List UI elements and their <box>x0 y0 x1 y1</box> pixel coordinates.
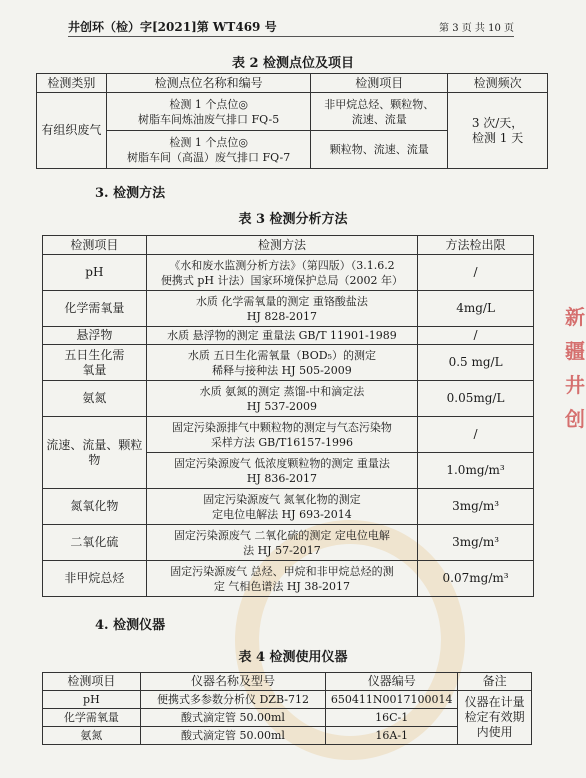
table3-limit: 0.05mg/L <box>418 381 534 417</box>
cell-line: 树脂车间炼油废气排口 FQ-5 <box>138 112 280 126</box>
table3-method <box>146 489 417 525</box>
cell-line: 检测 1 个点位◎ <box>169 97 248 111</box>
cell-line: 水质 悬浮物的测定 重量法 GB/T 11901-1989 <box>167 329 397 342</box>
table3-item <box>43 525 147 561</box>
table4-row <box>43 691 532 709</box>
table4-header: 仪器名称及型号 <box>140 673 326 691</box>
table4-item: 氨氮 <box>43 727 141 745</box>
table3-item <box>43 417 147 489</box>
cell-line: 法 HJ 57-2017 <box>243 543 321 557</box>
table4-header: 检测项目 <box>43 673 141 691</box>
table3-method <box>146 381 417 417</box>
table2-sampling-points <box>36 73 548 169</box>
cell-line: 便携式 pH 计法）国家环境保护总局（2002 年） <box>160 273 403 287</box>
cell-line: 非甲烷总烃 <box>64 571 125 585</box>
cell-line: 非甲烷总烃、颗粒物、 <box>324 97 435 111</box>
cell-line: 定 气相色谱法 HJ 38-2017 <box>213 579 351 593</box>
cell-line: 固定污染源废气 总烃、甲烷和非甲烷总烃的测 <box>170 564 394 578</box>
table3-limit: 1.0mg/m³ <box>418 453 534 489</box>
cell-line: 固定污染源废气 氮氧化物的测定 <box>203 492 361 506</box>
table2-items <box>311 93 448 131</box>
stamp-char: 新 <box>565 305 585 329</box>
table4-no: 16C-1 <box>326 709 458 727</box>
table3-method <box>146 327 417 345</box>
table3-analysis-methods <box>42 235 534 597</box>
table3-item <box>43 345 147 381</box>
cell-line: 氨氮 <box>82 391 107 405</box>
table3-header: 检测方法 <box>146 236 417 255</box>
cell-line: 内使用 <box>476 725 513 739</box>
table4-name: 酸式滴定管 50.00ml <box>140 727 326 745</box>
cell-line: 悬浮物 <box>76 328 113 342</box>
table3-item <box>43 381 147 417</box>
table3-method <box>146 561 417 597</box>
table3-limit: / <box>418 417 534 453</box>
table2-header: 检测频次 <box>448 74 548 93</box>
table4-item: pH <box>43 691 141 709</box>
table4-instruments <box>42 672 532 745</box>
table3-row <box>43 489 534 525</box>
table4-name: 酸式滴定管 50.00ml <box>140 709 326 727</box>
red-seal-stamp <box>564 300 586 490</box>
stamp-char: 创 <box>565 407 585 431</box>
cell-line: 定电位电解法 HJ 693-2014 <box>212 507 352 521</box>
table3-method <box>146 417 417 453</box>
table3-header: 方法检出限 <box>418 236 534 255</box>
table3-method <box>146 291 417 327</box>
table3-row <box>43 255 534 291</box>
cell-line: 树脂车间（高温）废气排口 FQ-7 <box>127 150 291 164</box>
cell-line: HJ 537-2009 <box>246 399 318 413</box>
table3-row <box>43 345 534 381</box>
table4-no: 650411N0017100014 <box>326 691 458 709</box>
cell-line: 稀释与接种法 HJ 505-2009 <box>212 363 352 377</box>
cell-line: 氮氧化物 <box>70 499 119 513</box>
table3-method <box>146 345 417 381</box>
table4-header: 备注 <box>458 673 532 691</box>
cell-line: 检定有效期 <box>464 710 525 724</box>
cell-line: 流速、流量、颗粒 <box>46 437 143 452</box>
table3-item <box>43 489 147 525</box>
cell-line: 水质 化学需氧量的测定 重铬酸盐法 <box>195 294 368 308</box>
cell-line: 颗粒物、流速、流量 <box>329 143 429 156</box>
cell-line: 固定污染源排气中颗粒物的测定与气态污染物 <box>171 420 392 434</box>
table3-caption: 表 3 检测分析方法 <box>238 212 348 227</box>
table3-method <box>146 453 417 489</box>
table3-row <box>43 381 534 417</box>
stamp-char: 疆 <box>565 339 585 363</box>
table3-limit: 3mg/m³ <box>418 489 534 525</box>
table3-limit: / <box>418 327 534 345</box>
cell-line: 3 次/天， <box>471 115 524 130</box>
cell-line: 物 <box>88 452 101 467</box>
table3-limit: 4mg/L <box>418 291 534 327</box>
table3-row <box>43 525 534 561</box>
table2-caption: 表 2 检测点位及项目 <box>231 56 355 71</box>
cell-line: 固定污染源废气 二氧化硫的测定 定电位电解 <box>173 528 390 542</box>
table4-no: 16A-1 <box>326 727 458 745</box>
page-header <box>68 16 514 37</box>
table2-category: 有组织废气 <box>37 93 107 169</box>
cell-line: 《水和废水监测分析方法》（第四版）（3.1.6.2 <box>169 258 395 272</box>
table3-method <box>146 525 417 561</box>
table3-row <box>43 417 534 453</box>
table2-frequency <box>448 93 548 169</box>
document-number: 井创环（检）字[2021]第 WT469 号 <box>68 20 277 34</box>
cell-line: 氧量 <box>82 362 107 377</box>
table3-row <box>43 327 534 345</box>
table4-header: 仪器编号 <box>326 673 458 691</box>
table3-header: 检测项目 <box>43 236 147 255</box>
cell-line: 化学需氧量 <box>64 301 125 315</box>
table3-limit: 0.07mg/m³ <box>418 561 534 597</box>
table3-method <box>146 255 417 291</box>
table4-caption: 表 4 检测使用仪器 <box>238 650 348 665</box>
cell-line: 流速、流量 <box>351 112 407 126</box>
cell-line: 二氧化硫 <box>70 535 119 549</box>
table3-limit: / <box>418 255 534 291</box>
table2-items <box>311 131 448 169</box>
cell-line: pH <box>85 265 104 279</box>
table2-header: 检测项目 <box>311 74 448 93</box>
cell-line: 检测 1 天 <box>471 130 524 145</box>
cell-line: 水质 五日生化需氧量（BOD₅）的测定 <box>187 348 376 362</box>
table4-remark <box>458 691 532 745</box>
stamp-char: 井 <box>565 373 585 397</box>
section-3-heading: 3. 检测方法 <box>95 186 166 201</box>
cell-line: 五日生化需 <box>64 347 125 362</box>
cell-line: 仪器在计量 <box>464 695 525 709</box>
cell-line: HJ 836-2017 <box>246 471 318 485</box>
table3-row <box>43 291 534 327</box>
table3-item <box>43 561 147 597</box>
page-number: 第 3 页 共 10 页 <box>439 23 514 34</box>
table2-point <box>106 93 311 131</box>
table3-item <box>43 255 147 291</box>
table3-limit: 0.5 mg/L <box>418 345 534 381</box>
section-4-heading: 4. 检测仪器 <box>95 618 166 633</box>
table2-header: 检测点位名称和编号 <box>106 74 311 93</box>
table2-header: 检测类别 <box>37 74 107 93</box>
table3-limit: 3mg/m³ <box>418 525 534 561</box>
table4-name: 便携式多参数分析仪 DZB-712 <box>140 691 326 709</box>
cell-line: 采样方法 GB/T16157-1996 <box>210 435 353 449</box>
table4-item: 化学需氧量 <box>43 709 141 727</box>
cell-line: HJ 828-2017 <box>246 309 318 323</box>
cell-line: 固定污染源废气 低浓度颗粒物的测定 重量法 <box>173 456 390 470</box>
table3-item <box>43 327 147 345</box>
table3-row <box>43 561 534 597</box>
table3-item <box>43 291 147 327</box>
cell-line: 检测 1 个点位◎ <box>169 135 248 149</box>
table2-point <box>106 131 311 169</box>
cell-line: 水质 氨氮的测定 蒸馏-中和滴定法 <box>199 384 365 398</box>
